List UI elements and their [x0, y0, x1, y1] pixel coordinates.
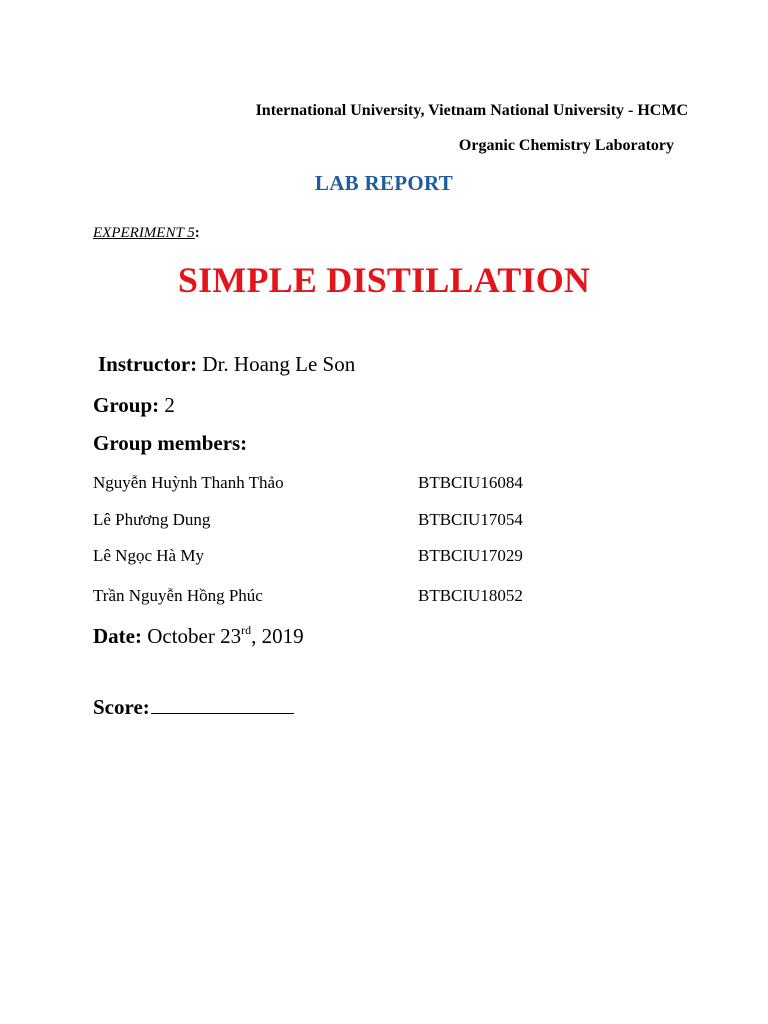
instructor-line — [98, 352, 355, 377]
experiment-title: SIMPLE DISTILLATION — [177, 260, 591, 300]
date-label: Date: — [93, 624, 142, 648]
university-name: International University, Vietnam National University - HCMC — [255, 102, 688, 119]
score-label: Score: — [93, 695, 150, 719]
member-id: BTBCIU16084 — [418, 473, 523, 492]
experiment-number: EXPERIMENT 5 — [93, 225, 195, 241]
date-year: , 2019 — [251, 624, 304, 648]
member-name: Nguyễn Huỳnh Thanh Thảo — [93, 473, 284, 492]
instructor-label: Instructor: — [98, 352, 198, 376]
group-line — [93, 393, 175, 418]
group-label: Group: — [93, 393, 160, 417]
member-id: BTBCIU17029 — [418, 546, 523, 565]
experiment-colon: : — [194, 225, 200, 241]
instructor-value: Dr. Hoang Le Son — [197, 352, 356, 376]
member-id: BTBCIU18052 — [418, 586, 523, 605]
date-ordinal-suffix: rd — [241, 623, 252, 637]
member-name: Lê Phương Dung — [93, 510, 211, 529]
experiment-label — [93, 225, 200, 242]
report-label: LAB REPORT — [314, 171, 454, 195]
group-members-heading: Group members: — [93, 431, 248, 455]
group-value: 2 — [159, 393, 175, 417]
date-value: October 23 — [141, 624, 242, 648]
member-name: Lê Ngọc Hà My — [93, 546, 204, 565]
date-line — [93, 624, 304, 649]
member-id: BTBCIU17054 — [418, 510, 523, 529]
member-name: Trần Nguyễn Hồng Phúc — [93, 586, 263, 605]
score-line — [93, 695, 294, 720]
score-blank-underline — [151, 695, 294, 714]
laboratory-name: Organic Chemistry Laboratory — [458, 137, 674, 154]
